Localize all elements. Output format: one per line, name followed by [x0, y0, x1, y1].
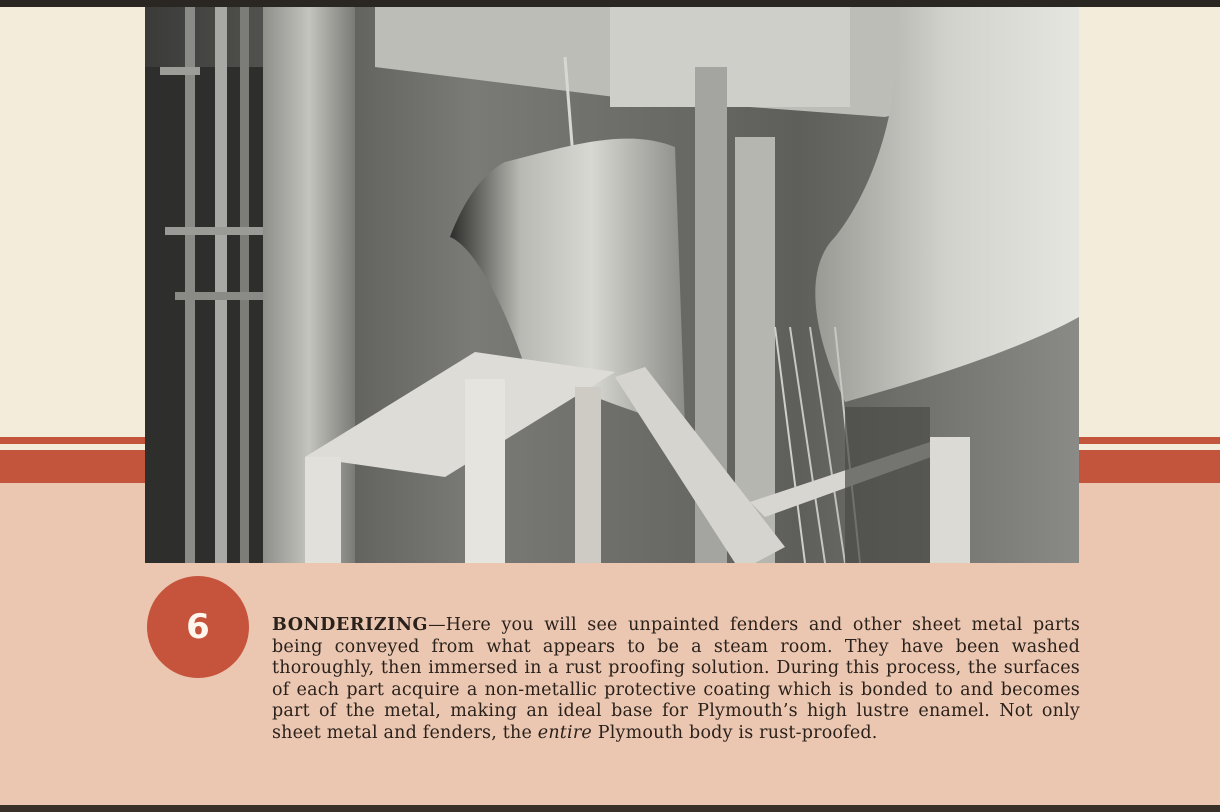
caption-paragraph	[272, 615, 1080, 744]
bonderizing-photo	[145, 7, 1079, 563]
caption-text-part2: Plymouth body is rust-proofed.	[591, 722, 878, 743]
caption-emphasis: entire	[537, 722, 592, 743]
page-bottom-edge	[0, 805, 1220, 812]
page-top-edge	[0, 0, 1220, 7]
caption-text-part1: —Here you will see unpainted fenders and other sheet metal parts being conveyed from what appears to be a steam room. They have been washed thoroughly, then immersed in a rust proofing solution. During this process, the surfaces of each part acquire a non-metallic protective coating which is bonded to and becomes part of the metal, making an ideal base for Plymouth’s high lustre enamel. Not only sheet metal and fenders, the	[272, 615, 1080, 743]
caption-heading: BONDERIZING	[272, 615, 429, 635]
step-number-badge	[147, 576, 249, 678]
step-number: 6	[186, 607, 210, 647]
